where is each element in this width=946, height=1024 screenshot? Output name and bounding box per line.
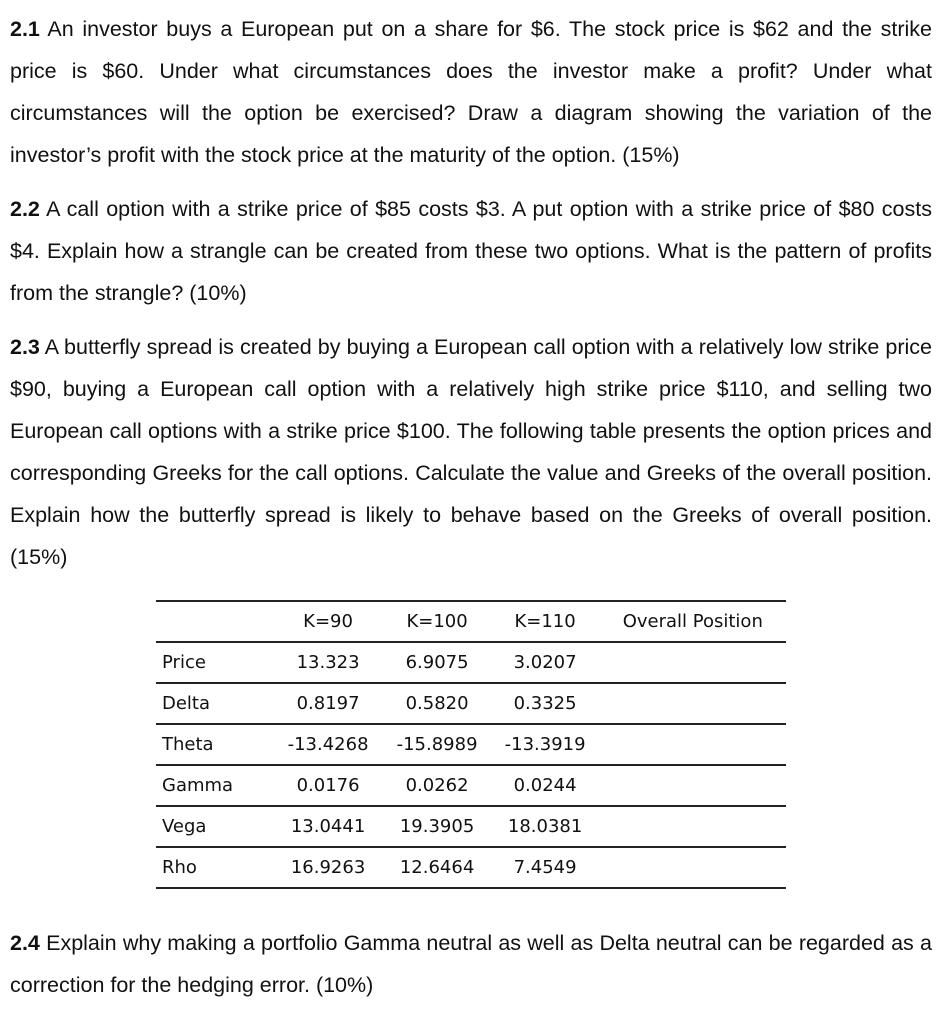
table-cell: -13.4268	[273, 724, 384, 765]
table-cell: 18.0381	[491, 806, 600, 847]
header-cell-k90: K=90	[273, 601, 384, 642]
table-cell: 7.4549	[491, 847, 600, 888]
row-label: Rho	[156, 847, 273, 888]
question-2-1	[10, 8, 932, 176]
question-number: 2.3	[10, 335, 40, 359]
question-text: A butterfly spread is created by buying a European call option with a relatively low strike price $90, buying a European call option with a relatively high strike price $110, and selling two European call options with a strike price $100. The following table presents the option prices and corresponding Greeks for the call options. Calculate the value and Greeks of the overall position. Explain how the butterfly spread is likely to behave based on the Greeks of overall position. (15%)	[10, 335, 933, 569]
table-cell: 0.5820	[384, 683, 491, 724]
table-row-theta	[156, 724, 786, 765]
header-cell-k100: K=100	[384, 601, 491, 642]
table-cell: -13.3919	[491, 724, 600, 765]
table-cell-overall	[600, 765, 786, 806]
table-cell: 0.0176	[273, 765, 384, 806]
table-cell: 0.3325	[491, 683, 600, 724]
table-row-vega	[156, 806, 786, 847]
question-number: 2.1	[10, 17, 40, 41]
row-label: Theta	[156, 724, 273, 765]
table-row-rho	[156, 847, 786, 888]
table-cell-overall	[600, 683, 786, 724]
row-label: Price	[156, 642, 273, 683]
header-cell-k110: K=110	[491, 601, 600, 642]
table-cell: 3.0207	[491, 642, 600, 683]
row-label: Delta	[156, 683, 273, 724]
table-row-price	[156, 642, 786, 683]
greeks-table-container	[156, 600, 786, 889]
document-body	[10, 8, 932, 578]
table-cell-overall	[600, 724, 786, 765]
question-number: 2.2	[10, 197, 40, 221]
question-2-3	[10, 326, 932, 578]
table-cell: 0.0244	[491, 765, 600, 806]
question-number: 2.4	[10, 931, 40, 955]
table-row-delta	[156, 683, 786, 724]
question-text: A call option with a strike price of $85 costs $3. A put option with a strike price of $80 costs $4. Explain how a strangle can be created from these two options. What is the pattern of profits from the strangle? (10%)	[10, 197, 932, 305]
question-2-2	[10, 188, 932, 314]
table-cell: 6.9075	[384, 642, 491, 683]
table-cell: 12.6464	[384, 847, 491, 888]
table-cell: 13.323	[273, 642, 384, 683]
row-label: Vega	[156, 806, 273, 847]
table-cell: 0.8197	[273, 683, 384, 724]
header-cell-row-label	[156, 601, 273, 642]
table-cell-overall	[600, 806, 786, 847]
greeks-table	[156, 600, 786, 889]
header-cell-overall-position: Overall Position	[600, 601, 786, 642]
table-cell: 0.0262	[384, 765, 491, 806]
table-cell-overall	[600, 642, 786, 683]
row-label: Gamma	[156, 765, 273, 806]
table-header-row	[156, 601, 786, 642]
table-cell: 16.9263	[273, 847, 384, 888]
question-text: Explain why making a portfolio Gamma neutral as well as Delta neutral can be regarded as a correction for the hedging error. (10%)	[10, 931, 932, 997]
table-cell: 19.3905	[384, 806, 491, 847]
question-2-4	[10, 922, 932, 1006]
table-cell: -15.8989	[384, 724, 491, 765]
table-cell: 13.0441	[273, 806, 384, 847]
table-cell-overall	[600, 847, 786, 888]
table-row-gamma	[156, 765, 786, 806]
question-text: An investor buys a European put on a share for $6. The stock price is $62 and the strike price is $60. Under what circumstances does the investor make a profit? Under what circumstances will the option be exercised? Draw a diagram showing the variation of the investor’s profit with the stock price at the maturity of the option. (15%)	[10, 17, 932, 167]
